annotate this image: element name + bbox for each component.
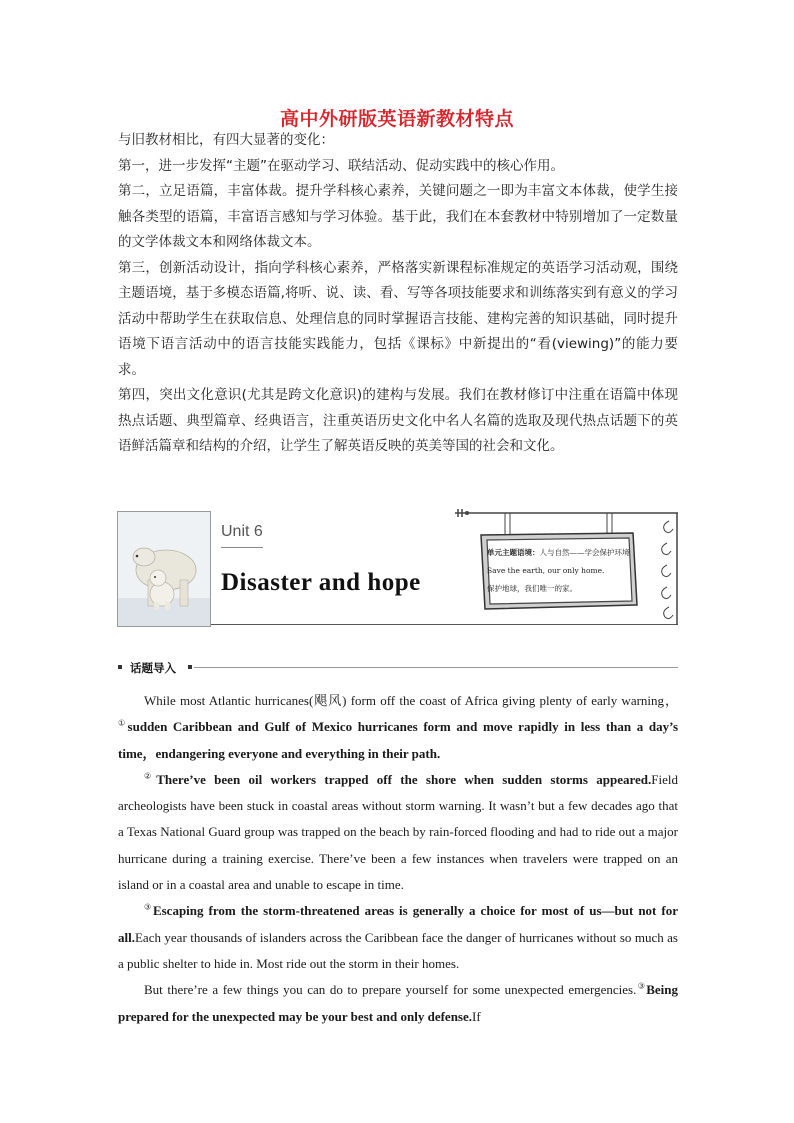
passage-paragraph: ②There’ve been oil workers trapped off the shore when sudden storms appeared.Field archeologists have been stuck in coastal areas without storm warning. It wasn’t but a few decades ago that a Texas National Guard group was trapped on the beach by rain-forced flooding and had to ride out a major hurricane during a training exercise. There’ve been a few instances when travelers were trapped on an island or in a coastal area and unable to escape in time. xyxy=(118,771,679,893)
divider xyxy=(221,547,263,548)
intro-point-2: 第二，立足语篇，丰富体裁。提升学科核心素养，关键问题之一即为丰富文本体裁，使学生接触各类型的语篇，丰富语言感知与学习体验。基于此，我们在本套教材中特别增加了一定数量的文学体裁文本和网络体裁文本。 xyxy=(118,183,678,250)
passage-paragraph: While most Atlantic hurricanes(飓风) form off the coast of Africa giving plenty of early warning，①sudden Caribbean and Gulf of Mexico hurricanes form and move rapidly in less than a day’s time，endangering everyone and everything in their path. xyxy=(118,693,678,761)
key-sentence: There’ve been oil workers trapped off the shore when sudden storms appeared. xyxy=(156,771,652,787)
intro-block xyxy=(118,128,678,460)
sentence-number: ① xyxy=(118,718,128,728)
passage-paragraph: But there’re a few things you can do to prepare yourself for some unexpected emergencies.③Being prepared for the unexpected may be your best and only defense.If xyxy=(118,981,678,1024)
unit-number: Unit 6 xyxy=(221,523,263,540)
square-bullet-icon xyxy=(118,665,122,669)
intro-point-3: 第三，创新活动设计，指向学科核心素养，严格落实新课程标准规定的英语学习活动观，围绕主题语境，基于多模态语篇,将听、说、读、看、写等各项技能要求和训练落实到有意义的学习活动中帮助学生在获取信息、处理信息的同时掌握语言技能、建构完善的知识基础，同时提升语境下语言活动中的语言技能实践能力，包括《课标》中新提出的“看(viewing)”的能力要求。 xyxy=(118,259,678,378)
polar-bear-photo xyxy=(117,511,211,627)
page-title: 高中外研版英语新教材特点 xyxy=(279,108,514,130)
motto-chinese: 保护地球，我们唯一的家。 xyxy=(487,584,577,593)
section-label: 话题导入 xyxy=(130,661,176,675)
intro-point-4: 第四，突出文化意识(尤其是跨文化意识)的建构与发展。我们在教材修订中注重在语篇中体现热点话题、典型篇章、经典语言，注重英语历史文化中名人名篇的选取及现代热点话题下的英语鲜活篇章和结构的介绍，让学生了解英语反映的英美等国的社会和文化。 xyxy=(118,387,678,454)
sentence-number: ③ xyxy=(636,981,647,991)
square-bullet-icon xyxy=(188,665,192,669)
key-sentence: sudden Caribbean and Gulf of Mexico hurricanes form and move rapidly in less than a day’s time，endangering everyone and everything in their path. xyxy=(118,719,678,761)
key-sentence: Being prepared for the unexpected may be your best and only defense. xyxy=(118,982,678,1024)
unit-banner xyxy=(117,507,678,632)
intro-point-1: 第一，进一步发挥“主题”在驱动学习、联结活动、促动实践中的核心作用。 xyxy=(118,157,564,174)
sentence-number: ③ xyxy=(144,903,153,913)
unit-theme-panel xyxy=(487,544,657,598)
reading-passage xyxy=(118,688,678,1030)
passage-paragraph: ③Escaping from the storm-threatened areas is generally a choice for most of us—but not for all.Each year thousands of islanders across the Caribbean face the danger of hurricanes without so much as a public shelter to hide in. Most ride out the storm in their homes. xyxy=(118,903,679,971)
motto-english: Save the earth, our only home. xyxy=(487,566,605,575)
section-header xyxy=(118,660,678,676)
theme-label: 单元主题语境： xyxy=(487,548,540,557)
divider xyxy=(194,667,678,668)
sentence-number: ② xyxy=(144,771,157,781)
unit-title: Disaster and hope xyxy=(221,569,421,596)
intro-lead: 与旧教材相比，有四大显著的变化： xyxy=(118,132,334,148)
theme-value: 人与自然——学会保护环境 xyxy=(539,548,630,557)
key-sentence: Escaping from the storm-threatened areas is generally a choice for most of us—but not for all. xyxy=(118,903,679,945)
